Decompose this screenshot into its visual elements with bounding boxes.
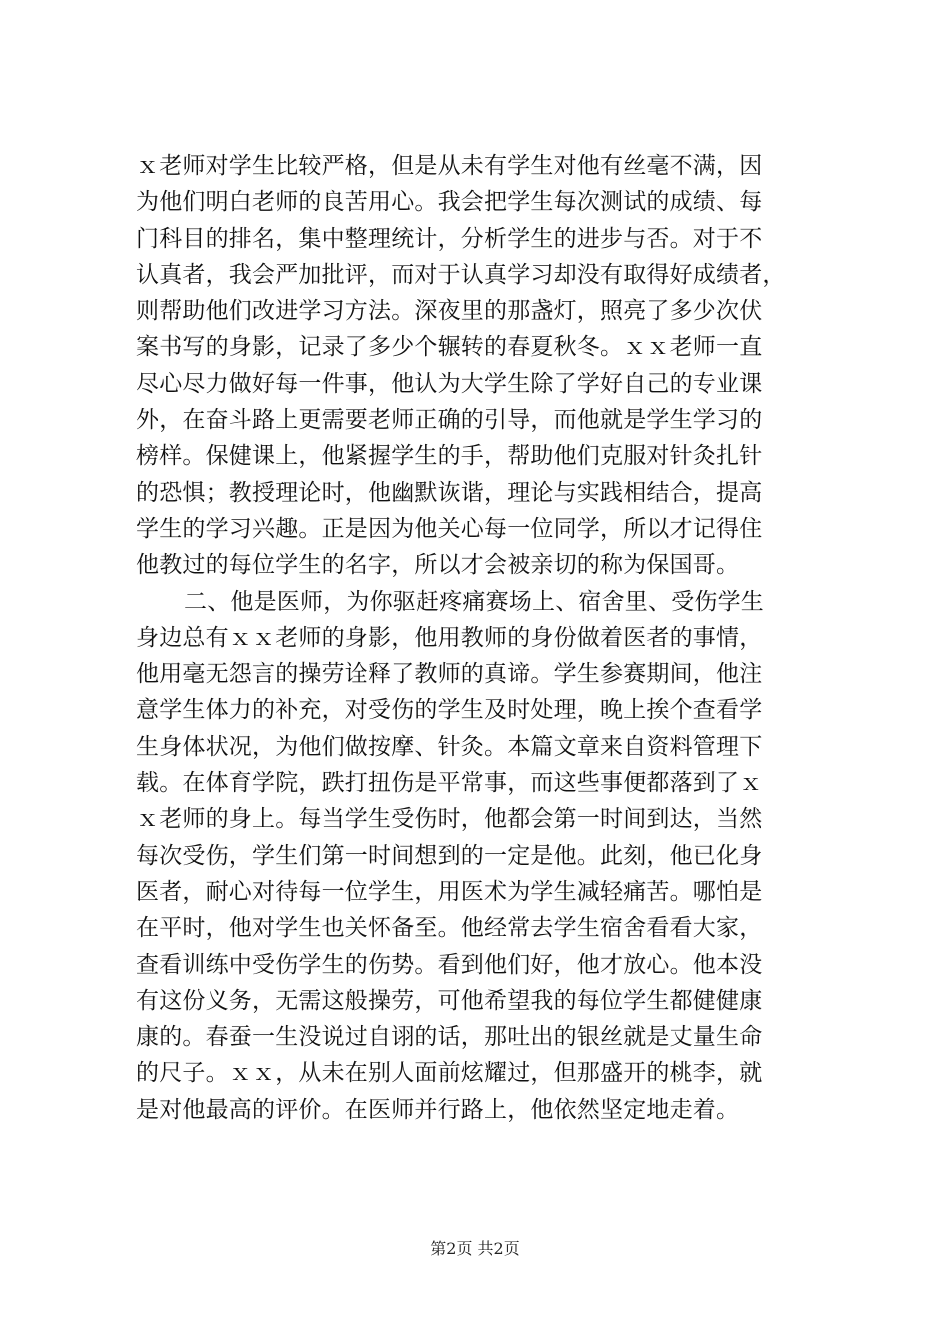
text-line: ｘ老师对学生比较严格，但是从未有学生对他有丝毫不满，因 bbox=[136, 153, 763, 179]
text-line: 在平时，他对学生也关怀备至。他经常去学生宿舍看看大家， bbox=[136, 915, 763, 942]
text-line: 意学生体力的补充，对受伤的学生及时处理，晚上挨个查看学 bbox=[136, 697, 763, 724]
text-line: 则帮助他们改进学习方法。深夜里的那盏灯，照亮了多少次伏 bbox=[136, 298, 763, 325]
text-line: 认真者，我会严加批评，而对于认真学习却没有取得好成绩者， bbox=[136, 261, 786, 288]
text-line: 生身体状况，为他们做按摩、针灸。本篇文章来自资料管理下 bbox=[136, 733, 763, 760]
text-line: 身边总有ｘｘ老师的身影，他用教师的身份做着医者的事情， bbox=[136, 624, 763, 651]
text-line: 案书写的身影，记录了多少个辗转的春夏秋冬。ｘｘ老师一直 bbox=[136, 334, 763, 361]
text-line: 榜样。保健课上，他紧握学生的手，帮助他们克服对针灸扎针 bbox=[136, 443, 763, 470]
text-line: 他用毫无怨言的操劳诠释了教师的真谛。学生参赛期间，他注 bbox=[136, 661, 763, 688]
text-line: 他教过的每位学生的名字，所以才会被亲切的称为保国哥。 bbox=[136, 552, 740, 579]
text-line: 的恐惧；教授理论时，他幽默诙谐，理论与实践相结合，提高 bbox=[136, 479, 763, 506]
text-line: 载。在体育学院，跌打扭伤是平常事，而这些事便都落到了ｘ bbox=[136, 770, 763, 797]
text-line: 查看训练中受伤学生的伤势。看到他们好，他才放心。他本没 bbox=[136, 951, 763, 978]
text-line: 医者，耐心对待每一位学生，用医术为学生减轻痛苦。哪怕是 bbox=[136, 878, 763, 905]
text-line: 每次受伤，学生们第一时间想到的一定是他。此刻，他已化身 bbox=[136, 842, 763, 869]
text-line: 外，在奋斗路上更需要老师正确的引导，而他就是学生学习的 bbox=[136, 407, 763, 434]
text-line: 康的。春蚕一生没说过自诩的话，那吐出的银丝就是丈量生命 bbox=[136, 1024, 763, 1051]
text-line: 尽心尽力做好每一件事，他认为大学生除了学好自己的专业课 bbox=[136, 370, 763, 397]
text-line: 有这份义务，无需这般操劳，可他希望我的每位学生都健健康 bbox=[136, 987, 763, 1014]
text-line: 为他们明白老师的良苦用心。我会把学生每次测试的成绩、每 bbox=[136, 189, 763, 216]
text-line: 门科目的排名，集中整理统计，分析学生的进步与否。对于不 bbox=[136, 225, 763, 252]
text-line: ｘ老师的身上。每当学生受伤时，他都会第一时间到达，当然 bbox=[136, 806, 763, 833]
page-footer: 第2页 共2页 bbox=[430, 1239, 520, 1258]
section-heading-line: 二、他是医师，为你驱赶疼痛赛场上、宿舍里、受伤学生 bbox=[184, 588, 764, 615]
text-line: 是对他最高的评价。在医师并行路上，他依然坚定地走着。 bbox=[136, 1096, 740, 1123]
text-line: 学生的学习兴趣。正是因为他关心每一位同学，所以才记得住 bbox=[136, 515, 763, 542]
text-line: 的尺子。ｘｘ，从未在别人面前炫耀过，但那盛开的桃李，就 bbox=[136, 1060, 763, 1087]
body-text bbox=[136, 148, 826, 1128]
